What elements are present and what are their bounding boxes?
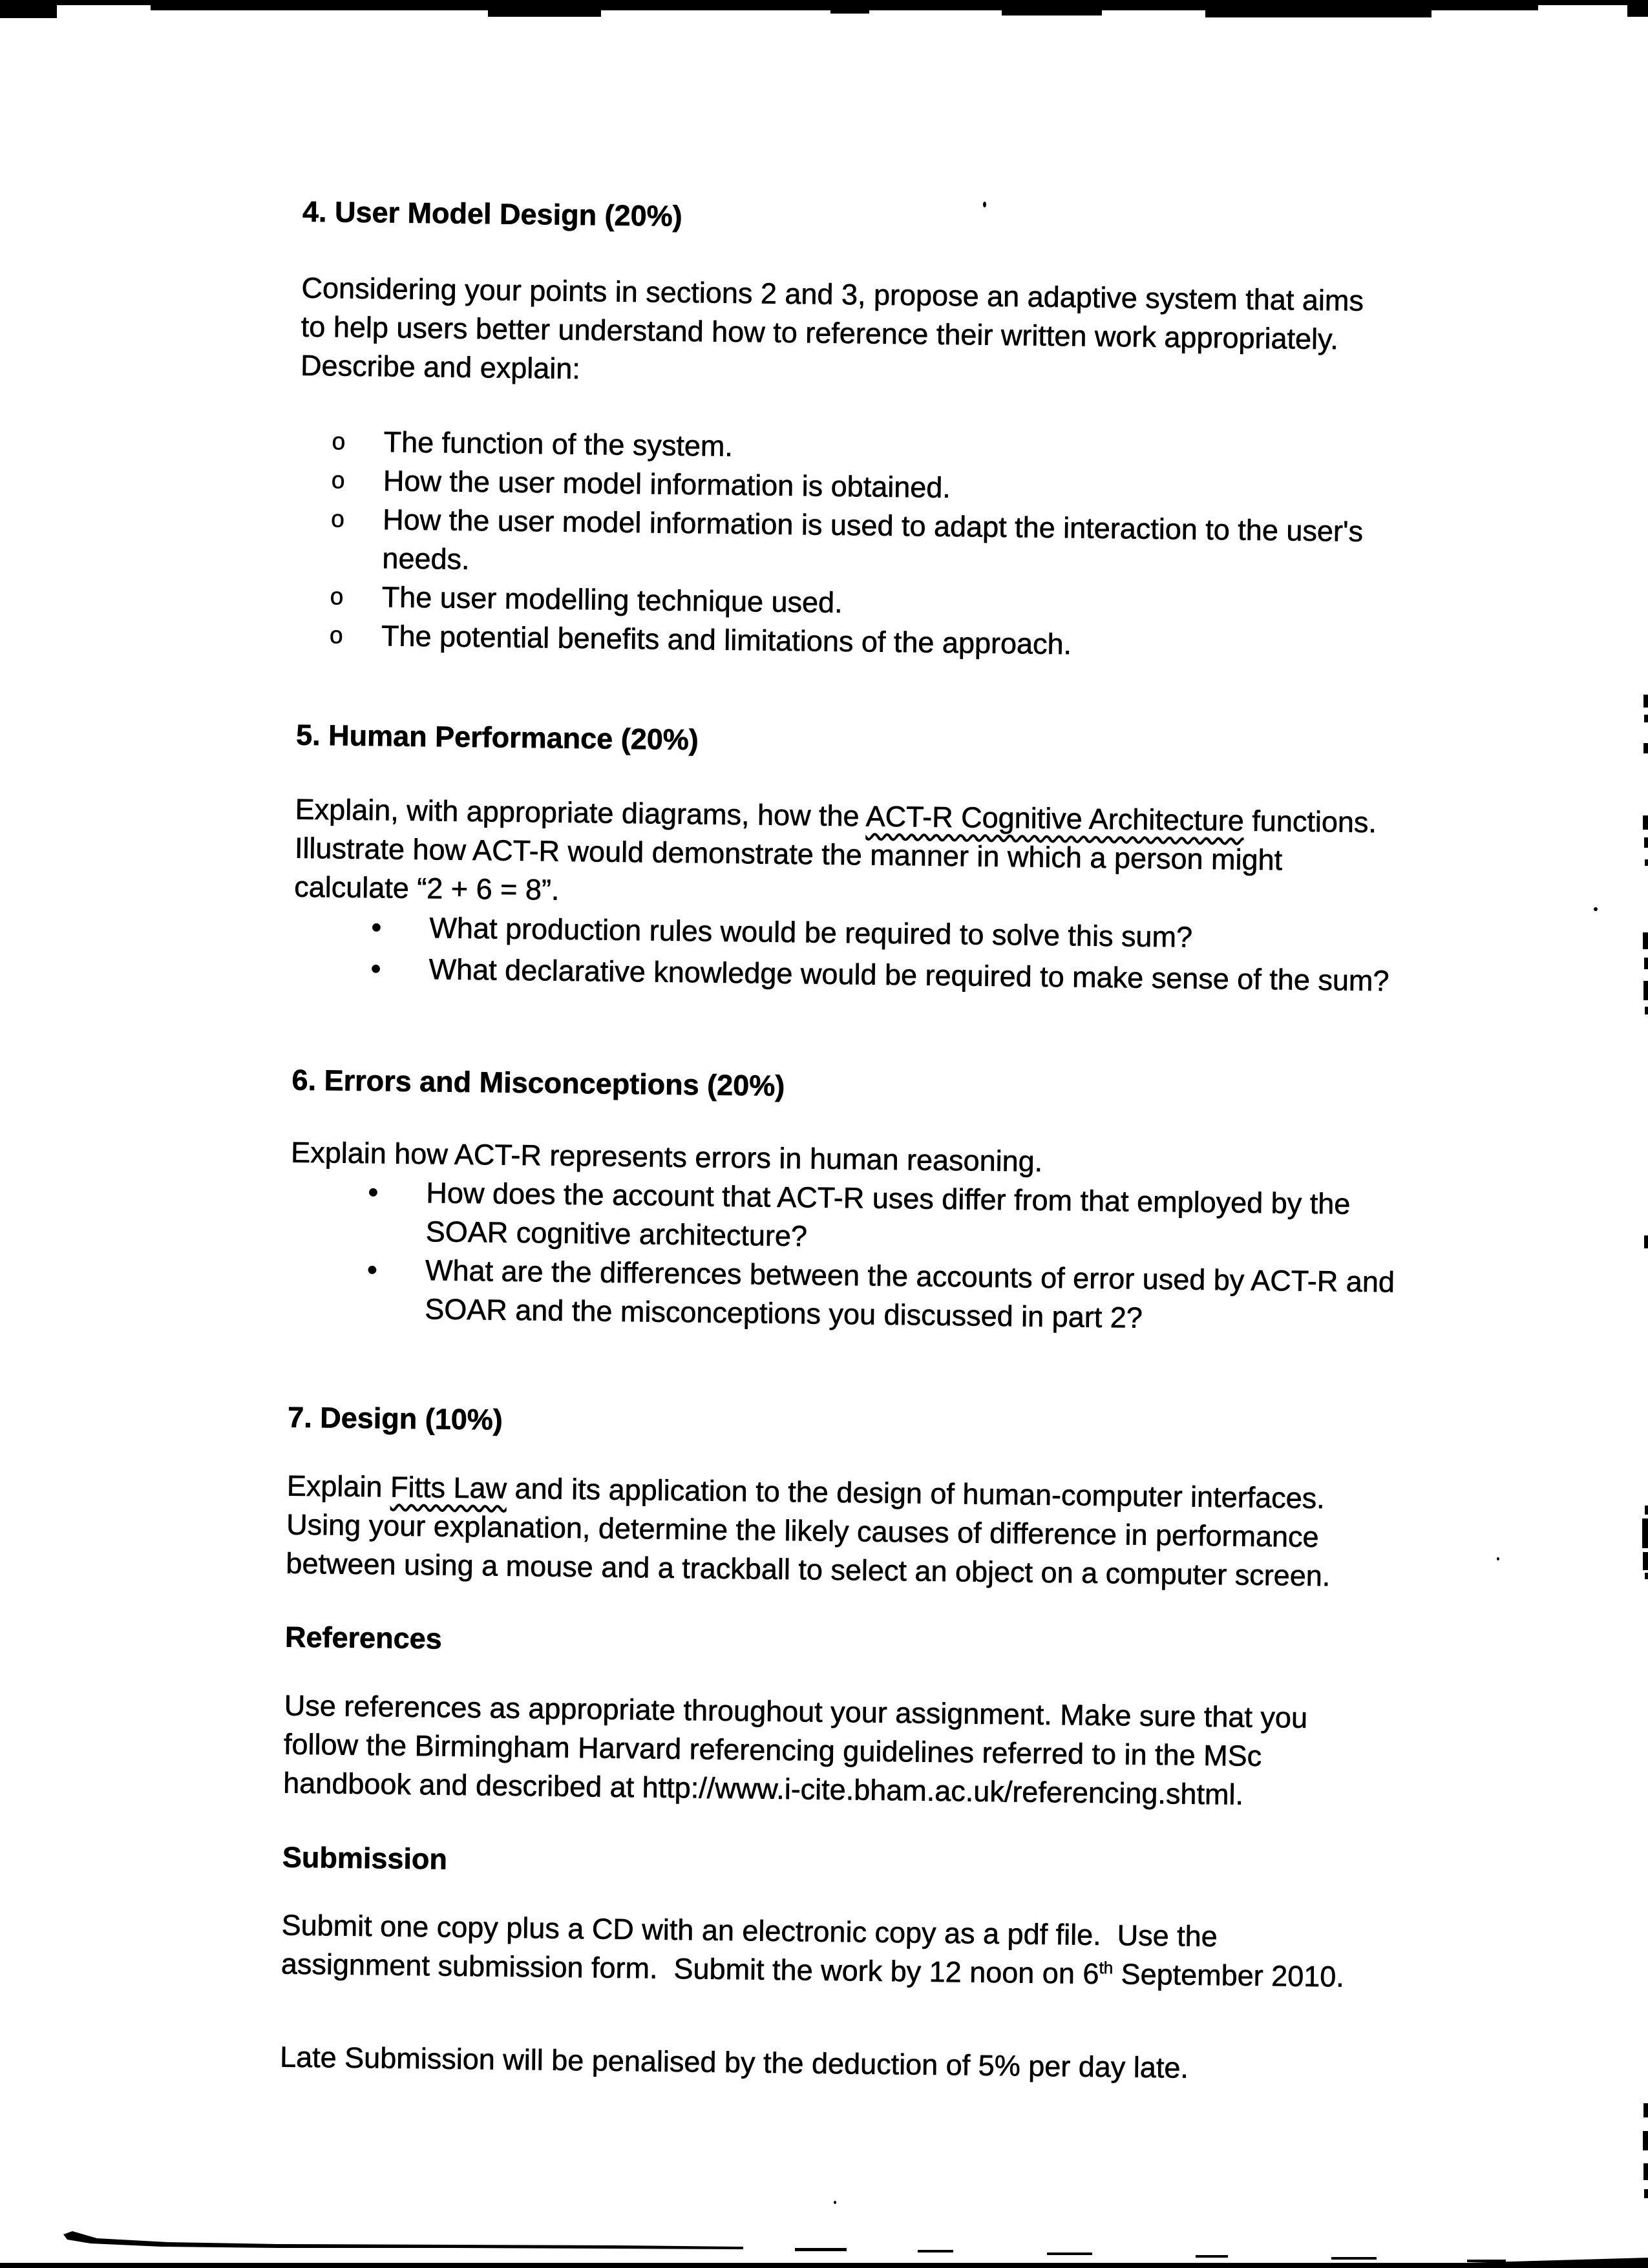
list-item-text: What declarative knowledge would be required to make sense of the sum? — [428, 952, 1389, 998]
scan-artifact-edge-dash — [1644, 837, 1648, 848]
scan-artifact-bottom-dash — [1047, 2252, 1092, 2255]
scan-artifact-bottom-dash — [918, 2250, 953, 2252]
paragraph-line: Submit one copy plus a CD with an electronic copy as a pdf file. Use the — [281, 1908, 1218, 1953]
scan-artifact-speck — [834, 2201, 836, 2204]
section-6-heading: 6. Errors and Misconceptions (20%) — [291, 1063, 785, 1102]
paragraph-text: and its application to the design of human-computer interfaces. — [506, 1471, 1326, 1515]
scan-artifact-edge-dash — [1642, 1518, 1648, 1548]
paragraph-line: between using a mouse and a trackball to select an object on a computer screen. — [286, 1546, 1331, 1593]
ordinal-superscript: th — [1099, 1958, 1114, 1978]
late-submission-note — [280, 2038, 1623, 2093]
scan-artifact-bottom-dash — [795, 2248, 847, 2251]
list-item — [366, 1250, 1632, 1343]
paragraph-text: September 2010. — [1112, 1957, 1345, 1993]
scan-artifact-edge-dash — [1643, 1552, 1648, 1570]
list-item-text: How the user model information is used to adapt the interaction to the user's — [382, 503, 1364, 548]
scan-artifact-edge-dash — [1643, 2163, 1648, 2180]
paragraph-line: to help users better understand how to reference their written work appropriately. — [301, 310, 1339, 356]
scan-artifact-edge-dash — [1643, 981, 1648, 1000]
pen-underlined-phrase: ACT-R Cognitive Architecture — [865, 799, 1245, 837]
list-item-text: What are the differences between the accounts of error used by ACT-R and — [425, 1254, 1395, 1299]
scan-artifact-edge-dash — [1644, 715, 1648, 722]
scan-artifact-bottom-band — [0, 2263, 1648, 2268]
submission-paragraph — [281, 1906, 1625, 2000]
pen-underlined-phrase: Fitts Law — [390, 1470, 507, 1505]
paragraph-line: Explain how ACT-R represents errors in human reasoning. — [290, 1135, 1043, 1178]
scan-artifact-speck — [983, 202, 986, 207]
paragraph-line: Use references as appropriate throughout your assignment. Make sure that you — [284, 1688, 1308, 1734]
scan-artifact-edge-dash — [1643, 2103, 1648, 2117]
disc-bullet-icon: • — [370, 952, 381, 985]
scan-artifact-edge-dash — [1644, 1235, 1648, 1248]
scan-artifact-edge-dash — [1643, 932, 1648, 949]
scan-artifact-edge-dash — [1643, 815, 1648, 830]
list-item-text: The user modelling technique used. — [381, 580, 843, 619]
scan-artifact-bottom-dash — [1196, 2255, 1228, 2258]
section-7-heading: 7. Design (10%) — [287, 1400, 503, 1436]
references-paragraph — [283, 1686, 1627, 1819]
scan-artifact-bottom-wedge — [63, 2231, 743, 2249]
list-item-text: SOAR and the misconceptions you discussed in part 2? — [424, 1292, 1143, 1334]
scan-artifact-speck — [1594, 907, 1598, 911]
list-item — [367, 1173, 1633, 1266]
references-heading: References — [284, 1620, 443, 1655]
disc-bullet-icon: • — [371, 910, 382, 944]
paragraph-text: Explain — [286, 1469, 391, 1504]
section-7-paragraph — [286, 1467, 1630, 1599]
disc-bullet-icon: • — [368, 1175, 379, 1209]
scan-artifact-top-notch — [1538, 5, 1627, 10]
paragraph-line: calculate “2 + 6 = 8”. — [293, 870, 560, 907]
scan-artifact-bottom-dash — [1331, 2257, 1377, 2260]
scan-artifact-top-tooth — [1627, 0, 1648, 17]
paragraph-line: Illustrate how ACT-R would demonstrate the manner in which a person might — [294, 831, 1283, 877]
section-5-heading: 5. Human Performance (20%) — [295, 718, 699, 757]
scan-artifact-bottom-dash — [1467, 2260, 1506, 2262]
section-4-bullet-list — [297, 422, 1643, 671]
list-item-text: What production rules would be required to solve this sum? — [429, 911, 1193, 954]
section-5-bullet-list — [293, 907, 1636, 1003]
paragraph-text: functions. — [1243, 804, 1377, 839]
scan-artifact-edge-dash — [1645, 1007, 1648, 1014]
section-5-intro-paragraph — [294, 790, 1638, 923]
scan-artifact-edge-dash — [1644, 2189, 1648, 2198]
list-item-text: The function of the system. — [383, 425, 734, 463]
section-4-intro-paragraph — [301, 269, 1645, 401]
list-item-text: SOAR cognitive architecture? — [425, 1215, 808, 1253]
submission-heading: Submission — [282, 1840, 448, 1876]
paragraph-line: Considering your points in sections 2 and 3, propose an adaptive system that aims — [301, 271, 1364, 317]
scan-artifact-edge-dash — [1643, 743, 1648, 753]
scan-artifact-edge-dash — [1643, 695, 1648, 708]
list-item-text: How the user model information is obtained. — [383, 464, 951, 505]
paragraph-line: Describe and explain: — [300, 348, 581, 386]
scan-artifact-edge-dash — [1644, 958, 1648, 969]
scan-artifact-edge-dash — [1643, 2131, 1648, 2150]
paragraph-line: Late Submission will be penalised by the deduction of 5% per day late. — [279, 2040, 1189, 2084]
circle-bullet-icon: o — [329, 622, 343, 649]
circle-bullet-icon: o — [331, 467, 345, 494]
list-item-text: How does the account that ACT-R uses differ from that employed by the — [426, 1176, 1351, 1221]
scan-artifact-edge-dash — [1645, 859, 1648, 866]
paragraph-text: Explain, with appropriate diagrams, how the — [295, 792, 866, 833]
section-4-heading: 4. User Model Design (20%) — [302, 194, 682, 233]
scan-artifact-bottom-edge — [0, 2223, 1648, 2268]
circle-bullet-icon: o — [330, 583, 344, 610]
paragraph-text: assignment submission form. Submit the work by 12 noon on 6 — [280, 1947, 1099, 1991]
paragraph-line: Using your explanation, determine the likely causes of difference in performance — [286, 1507, 1319, 1554]
paragraph-line: follow the Birmingham Harvard referencing guidelines referred to in the MSc — [283, 1727, 1262, 1773]
section-6-bullet-list — [289, 1172, 1634, 1343]
scan-artifact-edge-dash — [1645, 1573, 1648, 1579]
list-item-text: The potential benefits and limitations of the approach. — [381, 619, 1072, 661]
scan-artifact-edge-dash — [1645, 1506, 1648, 1515]
scan-artifact-speck — [1497, 1557, 1499, 1560]
disc-bullet-icon: • — [366, 1253, 378, 1286]
circle-bullet-icon: o — [330, 505, 345, 532]
list-item-text: needs. — [382, 541, 470, 576]
paragraph-line: handbook and described at http://www.i-cite.bham.ac.uk/referencing.shtml. — [283, 1766, 1244, 1811]
circle-bullet-icon: o — [332, 428, 346, 455]
